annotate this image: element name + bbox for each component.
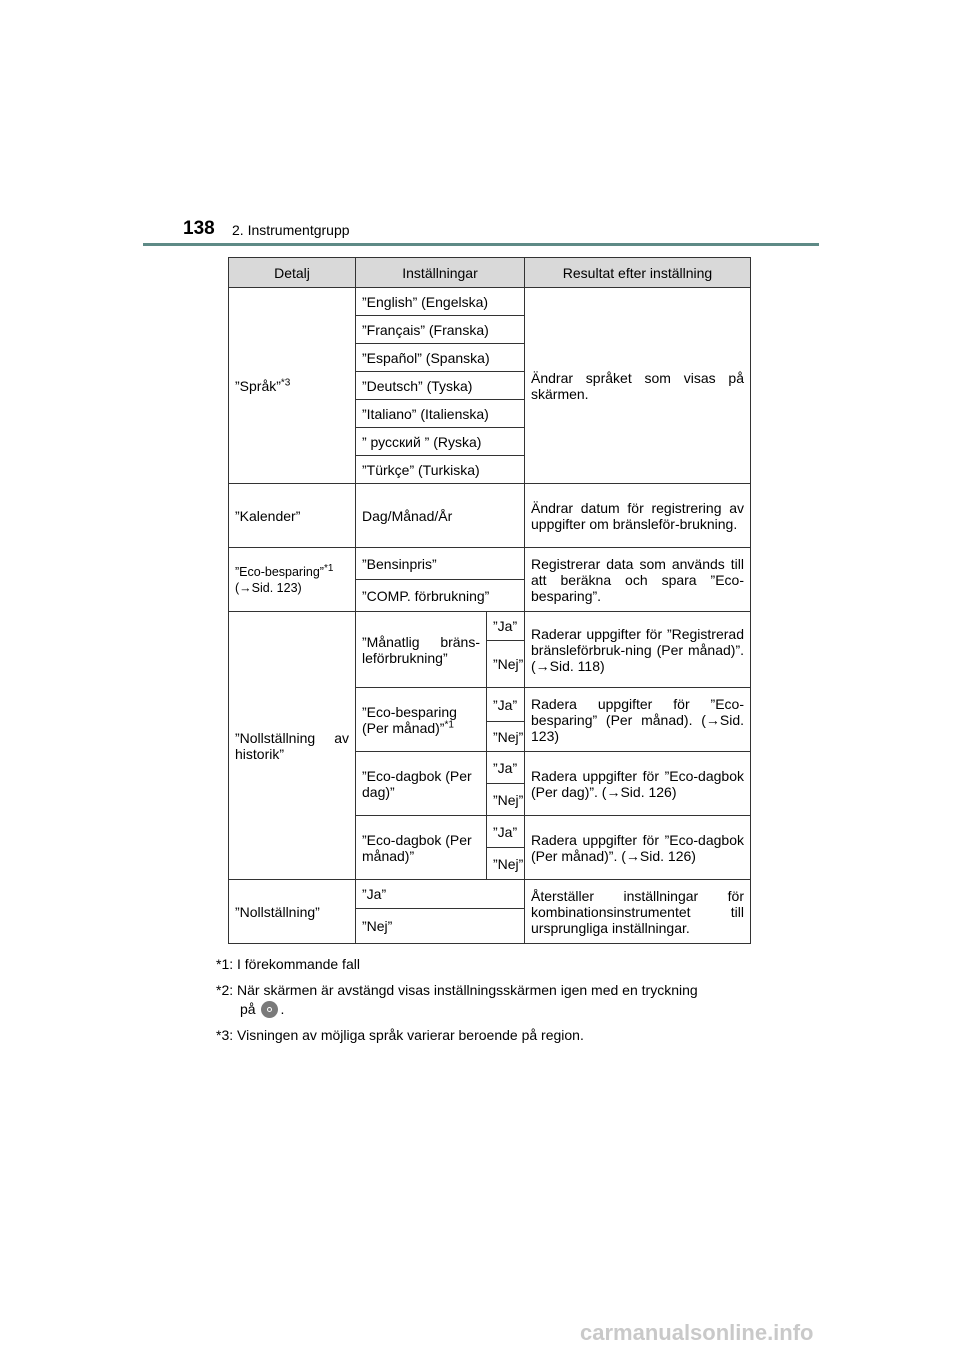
result-cell: Återställer inställningar för kombinationsinstrumentet till ursprungliga inställningar. <box>525 880 751 944</box>
header-installningar: Inställningar <box>356 258 525 288</box>
setting-cell: Dag/Månad/År <box>356 484 525 548</box>
result-cell: Radera uppgifter för ”Eco-dagbok (Per månad)”. (→Sid. 126) <box>525 816 751 880</box>
table-row <box>229 548 751 580</box>
page-number: 138 <box>183 218 215 239</box>
yes-cell: ”Ja” <box>356 880 525 909</box>
result-cell: Radera uppgifter för ”Eco-dagbok (Per dag)”. (→Sid. 126) <box>525 752 751 816</box>
result-cell: Ändrar språket som visas på skärmen. <box>525 288 751 484</box>
header-detalj: Detalj <box>229 258 356 288</box>
footnote-1: *1: I förekommande fall <box>216 956 360 972</box>
table-row <box>229 880 751 909</box>
group-name: ”Eco-dagbok (Per dag)” <box>356 752 487 816</box>
group-name: ”Månatlig bräns-leförbrukning” <box>356 612 487 688</box>
no-cell: ”Nej” <box>487 784 525 816</box>
footnote-2: *2: När skärmen är avstängd visas inställningsskärmen igen med en tryckning på . <box>216 982 698 1017</box>
table-header-row <box>229 258 751 288</box>
table-row <box>229 484 751 548</box>
detail-kalender: ”Kalender” <box>229 484 356 548</box>
watermark: carmanualsonline.info <box>580 1320 814 1345</box>
header-rule <box>143 243 819 246</box>
settings-button-icon <box>261 1001 278 1018</box>
no-cell: ”Nej” <box>487 722 525 752</box>
setting-cell: ”Español” (Spanska) <box>356 344 525 372</box>
result-cell: Registrerar data som används till att beräkna och spara ”Eco-besparing”. <box>525 548 751 612</box>
yes-cell: ”Ja” <box>487 612 525 641</box>
result-cell: Radera uppgifter för ”Eco-besparing” (Per månad). (→Sid. 123) <box>525 688 751 752</box>
group-name: ”Eco-besparing (Per månad)”$^{*1}$ <box>356 688 487 752</box>
yes-cell: ”Ja” <box>487 816 525 848</box>
table-row <box>229 288 751 316</box>
no-cell: ”Nej” <box>487 848 525 880</box>
detail-nollstallning-historik: ”Nollställning av historik” <box>229 612 356 880</box>
detail-nollstallning: ”Nollställning” <box>229 880 356 944</box>
table-row <box>229 612 751 641</box>
no-cell: ”Nej” <box>487 641 525 688</box>
settings-table <box>228 257 751 944</box>
yes-cell: ”Ja” <box>487 752 525 784</box>
no-cell: ”Nej” <box>356 909 525 944</box>
result-cell: Ändrar datum för registrering av uppgifter om bränsleför-brukning. <box>525 484 751 548</box>
setting-cell: ”Türkçe” (Turkiska) <box>356 456 525 484</box>
detail-sprak: ”Språk”$^{*3}$ <box>229 288 356 484</box>
group-name: ”Eco-dagbok (Per månad)” <box>356 816 487 880</box>
footnote-3: *3: Visningen av möjliga språk varierar beroende på region. <box>216 1027 584 1043</box>
section-title: 2. Instrumentgrupp <box>232 222 350 238</box>
setting-cell: ”Français” (Franska) <box>356 316 525 344</box>
setting-cell: ”Deutsch” (Tyska) <box>356 372 525 400</box>
setting-cell: ”COMP. förbrukning” <box>356 580 525 612</box>
footnotes <box>216 955 756 1052</box>
setting-cell: ”English” (Engelska) <box>356 288 525 316</box>
setting-cell: ”Bensinpris” <box>356 548 525 580</box>
result-cell: Raderar uppgifter för ”Registrerad bränsleförbruk-ning (Per månad)”. (→Sid. 118) <box>525 612 751 688</box>
setting-cell: ” русский ” (Ryska) <box>356 428 525 456</box>
yes-cell: ”Ja” <box>487 688 525 722</box>
header-resultat: Resultat efter inställning <box>525 258 751 288</box>
detail-eco-besparing: ”Eco-besparing”$^{*1}$ (→Sid. 123) <box>229 548 356 612</box>
setting-cell: ”Italiano” (Italienska) <box>356 400 525 428</box>
